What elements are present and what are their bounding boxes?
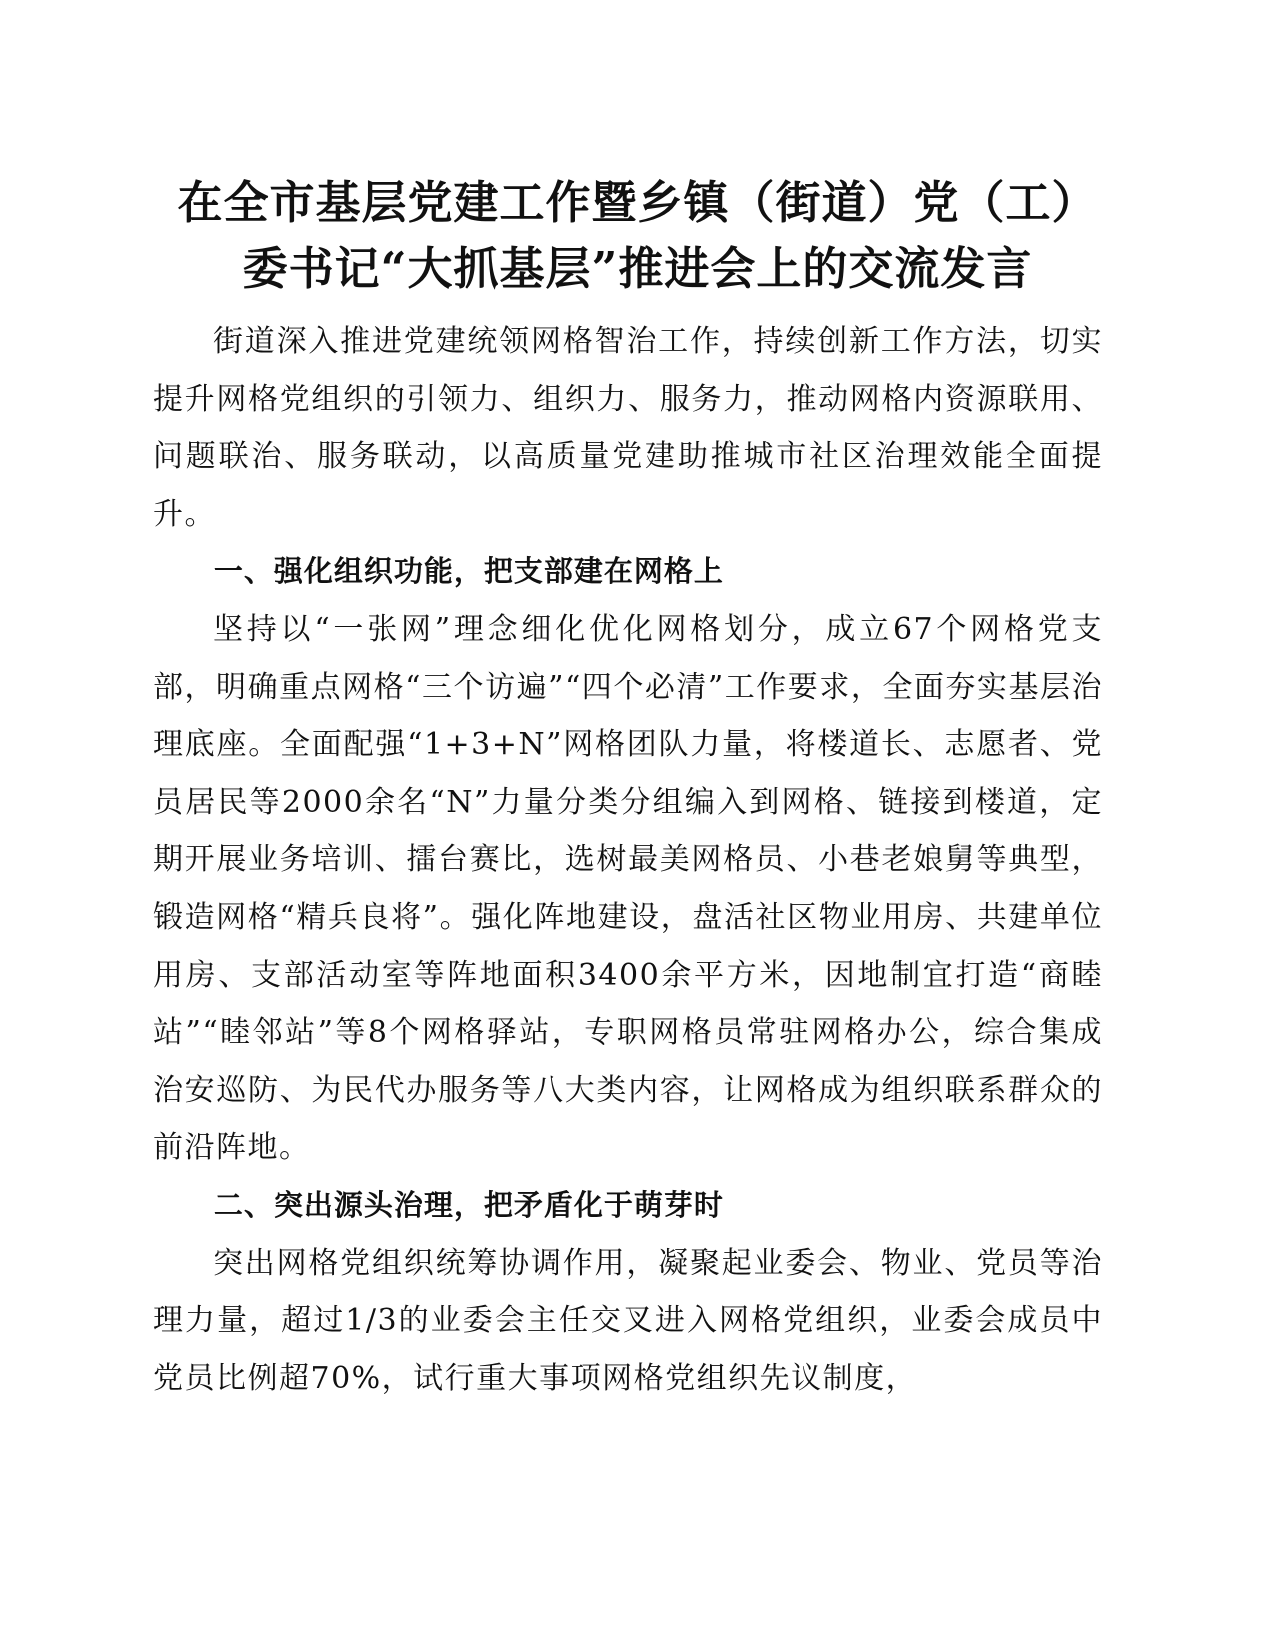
- section-1-paragraph: 坚持以“一张网”理念细化优化网格划分，成立67个网格党支部，明确重点网格“三个访遍”“四个必清”工作要求，全面夯实基层治理底座。全面配强“1+3+N”网格团队力量，将楼道长、志愿者、党员居民等2000余名“N”力量分类分组编入到网格、链接到楼道，定期开展业务培训、擂台赛比，选树最美网格员、小巷老娘舅等典型，锻造网格“精兵良将”。强化阵地建设，盘活社区物业用房、共建单位用房、支部活动室等阵地面积3400余平方米，因地制宜打造“商睦站”“睦邻站”等8个网格驿站，专职网格员常驻网格办公，综合集成治安巡防、为民代办服务等八大类内容，让网格成为组织联系群众的前沿阵地。: [153, 611, 1103, 1166]
- intro-paragraph: 街道深入推进党建统领网格智治工作，持续创新工作方法，切实提升网格党组织的引领力、组织力、服务力，推动网格内资源联用、问题联治、服务联动，以高质量党建助推城市社区治理效能全面提升。: [153, 324, 1103, 532]
- title-line-2: 委书记“大抓基层”推进会上的交流发言: [242, 242, 1033, 295]
- document-title: [0, 170, 1275, 302]
- title-line-1: 在全市基层党建工作暨乡镇（街道）党（工）: [177, 176, 1098, 229]
- section-2-heading: 二、突出源头治理，把矛盾化于萌芽时: [213, 1187, 724, 1222]
- section-2-paragraph: 突出网格党组织统筹协调作用，凝聚起业委会、物业、党员等治理力量，超过1/3的业委会主任交叉进入网格党组织，业委会成员中党员比例超70%，试行重大事项网格党组织先议制度，: [153, 1245, 1103, 1396]
- document-body: [153, 313, 1103, 1407]
- section-1-heading: 一、强化组织功能，把支部建在网格上: [213, 554, 724, 589]
